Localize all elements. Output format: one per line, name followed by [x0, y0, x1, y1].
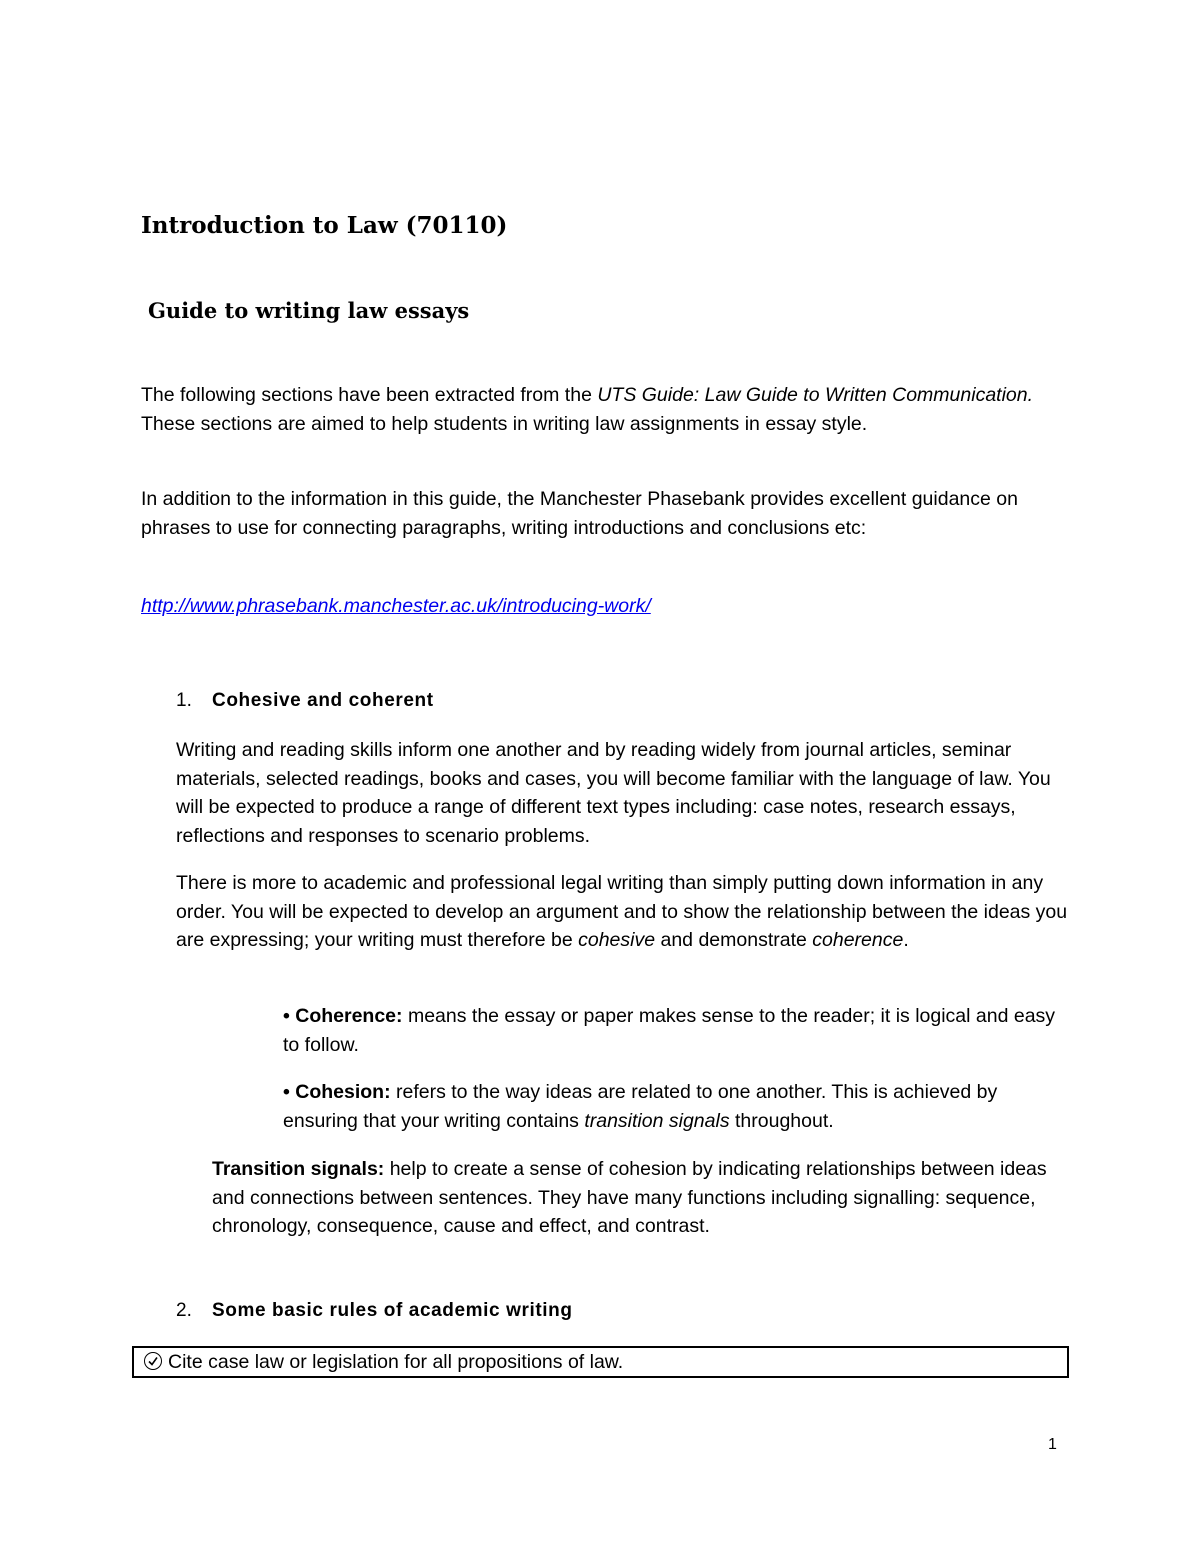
section1-paragraph-1: Writing and reading skills inform one another and by reading widely from journal articles, seminar materials, selected readings, books and cases, you will become familiar with the language of law. You will be expected to produce a range of different text types including: case notes, research essays, reflections and responses to scenario problems. — [176, 739, 1051, 847]
bullet-term: • Coherence: — [283, 1005, 403, 1027]
section-number: 2. — [176, 1300, 192, 1321]
intro-paragraph-2: In addition to the information in this guide, the Manchester Phasebank provides excellent guidance on phrases to use for connecting paragraphs, writing introductions and conclusions etc: — [141, 488, 1018, 539]
section-heading-2 — [176, 1297, 573, 1325]
phrasebank-link[interactable]: http://www.phrasebank.manchester.ac.uk/introducing-work/ — [141, 595, 651, 617]
bullet-coherence — [283, 1002, 1073, 1059]
document-subtitle: Guide to writing law essays — [148, 298, 470, 323]
bullet-text: refers to the way ideas are related to one another. This is achieved by ensuring that your writing contains — [283, 1081, 998, 1132]
paragraph-text: and demonstrate — [655, 929, 813, 951]
section-heading-1 — [176, 687, 434, 715]
rule-text: Cite case law or legislation for all propositions of law. — [168, 1351, 624, 1373]
intro-text-cont: These sections are aimed to help students in writing law assignments in essay style. — [141, 412, 868, 435]
intro-paragraph-1 — [141, 381, 1091, 438]
paragraph-text: . — [903, 929, 909, 951]
bullet-term: • Cohesion: — [283, 1081, 391, 1103]
bullet-text: throughout. — [729, 1109, 834, 1132]
page-number: 1 — [1048, 1436, 1057, 1453]
paragraph-text: There is more to academic and professional legal writing than simply putting down information in any order. You will be expected to develop an argument and to show the relationship between the ideas you are expressing; your writing must therefore be — [176, 872, 1068, 951]
italic-term: cohesive — [578, 929, 656, 951]
section1-paragraph-2 — [176, 869, 1076, 955]
italic-term: coherence — [812, 929, 904, 951]
bullet-cohesion — [283, 1078, 1073, 1135]
tick-circle-icon — [144, 1352, 162, 1370]
section-number: 1. — [176, 690, 192, 711]
italic-term: transition signals — [584, 1109, 730, 1132]
guide-title: UTS Guide: Law Guide to Written Communication. — [597, 384, 1034, 406]
rule-box — [132, 1346, 1069, 1378]
intro-text: The following sections have been extracted from the — [141, 384, 598, 406]
transition-term: Transition signals: — [212, 1158, 385, 1180]
bullet-text: means the essay or paper makes sense to the reader; it is logical and easy to follow. — [283, 1005, 1056, 1056]
section-title: Cohesive and coherent — [212, 690, 434, 711]
transition-text: help to create a sense of cohesion by indicating relationships between ideas and connections between sentences. They have many functions including signalling: sequence, chronology, consequence, cause and effect, and contrast. — [212, 1158, 1047, 1237]
transition-signals-paragraph — [212, 1155, 1072, 1241]
section-title: Some basic rules of academic writing — [212, 1300, 573, 1321]
document-title: Introduction to Law (70110) — [141, 212, 508, 239]
